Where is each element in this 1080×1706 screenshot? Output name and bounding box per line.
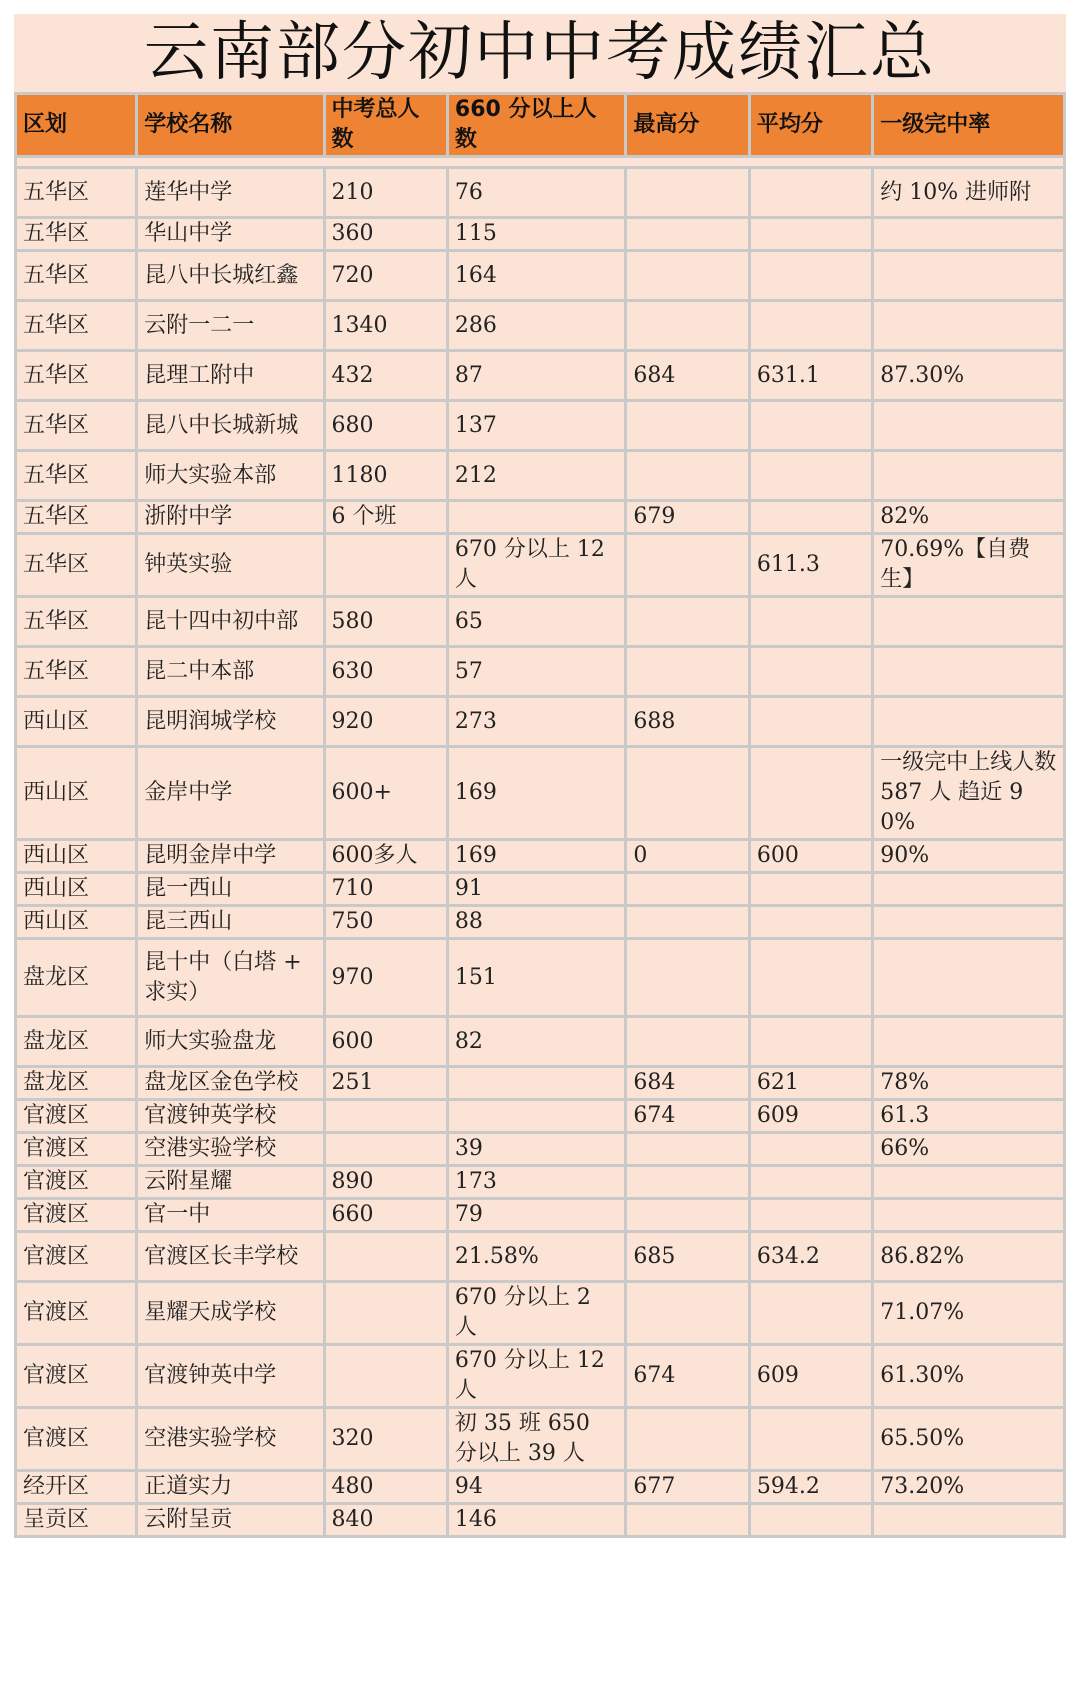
- cell-avg-score: 621: [749, 1067, 872, 1100]
- cell-max-score: 684: [626, 1067, 749, 1100]
- cell-rate: [873, 1504, 1065, 1537]
- cell-max-score: [626, 534, 749, 597]
- cell-total: 480: [324, 1471, 447, 1504]
- cell-school: 昆三西山: [137, 906, 324, 939]
- cell-rate: 61.3: [873, 1100, 1065, 1133]
- cell-max-score: [626, 1504, 749, 1537]
- table-row: [16, 647, 1065, 697]
- cell-total: 660: [324, 1199, 447, 1232]
- cell-max-score: 0: [626, 840, 749, 873]
- cell-rate: [873, 906, 1065, 939]
- table-row: [16, 401, 1065, 451]
- header-school: 学校名称: [137, 94, 324, 157]
- cell-max-score: 684: [626, 351, 749, 401]
- cell-max-score: [626, 1133, 749, 1166]
- cell-rate: [873, 401, 1065, 451]
- cell-district: 呈贡区: [16, 1504, 137, 1537]
- cell-avg-score: 631.1: [749, 351, 872, 401]
- cell-max-score: [626, 1408, 749, 1471]
- cell-over-660: 212: [447, 451, 626, 501]
- header-total: 中考总人数: [324, 94, 447, 157]
- cell-district: 官渡区: [16, 1199, 137, 1232]
- table-row: [16, 168, 1065, 218]
- cell-total: [324, 1345, 447, 1408]
- cell-school: 师大实验盘龙: [137, 1017, 324, 1067]
- cell-district: 五华区: [16, 168, 137, 218]
- cell-avg-score: [749, 747, 872, 840]
- cell-over-660: 82: [447, 1017, 626, 1067]
- cell-total: 750: [324, 906, 447, 939]
- cell-over-660: 169: [447, 840, 626, 873]
- cell-avg-score: [749, 1282, 872, 1345]
- table-row: [16, 873, 1065, 906]
- cell-rate: [873, 218, 1065, 251]
- cell-school: 师大实验本部: [137, 451, 324, 501]
- cell-school: 官渡钟英学校: [137, 1100, 324, 1133]
- cell-total: 360: [324, 218, 447, 251]
- cell-school: 浙附中学: [137, 501, 324, 534]
- cell-avg-score: [749, 301, 872, 351]
- table-row: [16, 597, 1065, 647]
- cell-over-660: 88: [447, 906, 626, 939]
- cell-over-660: 670 分以上 2 人: [447, 1282, 626, 1345]
- table-row: [16, 251, 1065, 301]
- cell-total: 680: [324, 401, 447, 451]
- cell-total: [324, 534, 447, 597]
- cell-rate: 86.82%: [873, 1232, 1065, 1282]
- table-row: [16, 534, 1065, 597]
- cell-avg-score: [749, 218, 872, 251]
- cell-over-660: 169: [447, 747, 626, 840]
- cell-rate: 66%: [873, 1133, 1065, 1166]
- cell-over-660: 76: [447, 168, 626, 218]
- cell-total: 920: [324, 697, 447, 747]
- cell-total: 970: [324, 939, 447, 1017]
- cell-rate: [873, 597, 1065, 647]
- cell-rate: [873, 251, 1065, 301]
- table-row: [16, 840, 1065, 873]
- table-row: [16, 1408, 1065, 1471]
- table-row: [16, 1199, 1065, 1232]
- table-row: [16, 939, 1065, 1017]
- cell-district: 五华区: [16, 401, 137, 451]
- cell-avg-score: [749, 501, 872, 534]
- cell-over-660: 65: [447, 597, 626, 647]
- cell-rate: [873, 873, 1065, 906]
- cell-district: 五华区: [16, 534, 137, 597]
- cell-total: [324, 1282, 447, 1345]
- cell-school: 昆明金岸中学: [137, 840, 324, 873]
- cell-district: 官渡区: [16, 1282, 137, 1345]
- cell-school: 华山中学: [137, 218, 324, 251]
- cell-district: 盘龙区: [16, 1017, 137, 1067]
- header-over-660: 660 分以上人数: [447, 94, 626, 157]
- spacer-row: [16, 157, 1065, 168]
- cell-school: 昆明润城学校: [137, 697, 324, 747]
- table-row: [16, 906, 1065, 939]
- cell-rate: 82%: [873, 501, 1065, 534]
- table-row: [16, 747, 1065, 840]
- cell-avg-score: [749, 647, 872, 697]
- cell-max-score: [626, 301, 749, 351]
- cell-over-660: 151: [447, 939, 626, 1017]
- cell-over-660: 91: [447, 873, 626, 906]
- cell-max-score: 685: [626, 1232, 749, 1282]
- cell-rate: [873, 1017, 1065, 1067]
- table-row: [16, 351, 1065, 401]
- cell-over-660: [447, 1100, 626, 1133]
- cell-over-660: [447, 501, 626, 534]
- cell-district: 五华区: [16, 501, 137, 534]
- cell-school: 云附星耀: [137, 1166, 324, 1199]
- cell-rate: [873, 1166, 1065, 1199]
- cell-total: 890: [324, 1166, 447, 1199]
- cell-school: 空港实验学校: [137, 1133, 324, 1166]
- cell-max-score: [626, 451, 749, 501]
- cell-school: 昆八中长城新城: [137, 401, 324, 451]
- cell-district: 官渡区: [16, 1408, 137, 1471]
- cell-school: 官渡钟英中学: [137, 1345, 324, 1408]
- title-band: [14, 14, 1066, 92]
- table-row: [16, 218, 1065, 251]
- header-row: [16, 94, 1065, 157]
- cell-school: 金岸中学: [137, 747, 324, 840]
- cell-rate: 61.30%: [873, 1345, 1065, 1408]
- cell-school: 官一中: [137, 1199, 324, 1232]
- cell-total: 6 个班: [324, 501, 447, 534]
- cell-over-660: 57: [447, 647, 626, 697]
- cell-max-score: [626, 906, 749, 939]
- cell-total: 600: [324, 1017, 447, 1067]
- scores-table: [14, 92, 1066, 1538]
- cell-school: 昆十四中初中部: [137, 597, 324, 647]
- cell-district: 官渡区: [16, 1100, 137, 1133]
- cell-school: 官渡区长丰学校: [137, 1232, 324, 1282]
- cell-district: 五华区: [16, 351, 137, 401]
- cell-total: 1340: [324, 301, 447, 351]
- cell-max-score: 677: [626, 1471, 749, 1504]
- cell-max-score: [626, 1017, 749, 1067]
- cell-school: 昆一西山: [137, 873, 324, 906]
- cell-total: 600多人: [324, 840, 447, 873]
- cell-total: [324, 1232, 447, 1282]
- cell-rate: [873, 451, 1065, 501]
- cell-total: 251: [324, 1067, 447, 1100]
- table-row: [16, 1232, 1065, 1282]
- cell-total: 630: [324, 647, 447, 697]
- table-row: [16, 1067, 1065, 1100]
- cell-max-score: [626, 168, 749, 218]
- cell-rate: 71.07%: [873, 1282, 1065, 1345]
- cell-school: 昆十中（白塔 + 求实）: [137, 939, 324, 1017]
- cell-max-score: [626, 1282, 749, 1345]
- cell-school: 云附一二一: [137, 301, 324, 351]
- cell-max-score: [626, 251, 749, 301]
- page-title: 云南部分初中中考成绩汇总: [144, 16, 936, 90]
- cell-rate: 90%: [873, 840, 1065, 873]
- cell-max-score: 688: [626, 697, 749, 747]
- cell-district: 五华区: [16, 251, 137, 301]
- cell-avg-score: [749, 1133, 872, 1166]
- cell-total: 840: [324, 1504, 447, 1537]
- cell-district: 官渡区: [16, 1232, 137, 1282]
- cell-district: 西山区: [16, 697, 137, 747]
- cell-school: 云附呈贡: [137, 1504, 324, 1537]
- cell-avg-score: 609: [749, 1345, 872, 1408]
- cell-avg-score: 634.2: [749, 1232, 872, 1282]
- cell-district: 西山区: [16, 840, 137, 873]
- cell-over-660: 273: [447, 697, 626, 747]
- cell-district: 官渡区: [16, 1345, 137, 1408]
- cell-rate: 70.69%【自费生】: [873, 534, 1065, 597]
- cell-over-660: 137: [447, 401, 626, 451]
- cell-rate: 87.30%: [873, 351, 1065, 401]
- cell-school: 莲华中学: [137, 168, 324, 218]
- cell-school: 星耀天成学校: [137, 1282, 324, 1345]
- cell-total: 600+: [324, 747, 447, 840]
- cell-rate: [873, 301, 1065, 351]
- cell-district: 盘龙区: [16, 1067, 137, 1100]
- cell-avg-score: [749, 451, 872, 501]
- cell-avg-score: [749, 401, 872, 451]
- cell-rate: 一级完中上线人数 587 人 趋近 90%: [873, 747, 1065, 840]
- cell-over-660: 115: [447, 218, 626, 251]
- header-district: 区划: [16, 94, 137, 157]
- cell-over-660: 87: [447, 351, 626, 401]
- cell-avg-score: 609: [749, 1100, 872, 1133]
- cell-avg-score: [749, 873, 872, 906]
- cell-max-score: [626, 597, 749, 647]
- table-row: [16, 451, 1065, 501]
- cell-over-660: 21.58%: [447, 1232, 626, 1282]
- cell-school: 盘龙区金色学校: [137, 1067, 324, 1100]
- cell-total: 720: [324, 251, 447, 301]
- cell-school: 正道实力: [137, 1471, 324, 1504]
- cell-total: [324, 1100, 447, 1133]
- cell-rate: 约 10% 进师附: [873, 168, 1065, 218]
- table-row: [16, 1345, 1065, 1408]
- cell-school: 钟英实验: [137, 534, 324, 597]
- table-row: [16, 697, 1065, 747]
- cell-over-660: 146: [447, 1504, 626, 1537]
- table-row: [16, 501, 1065, 534]
- cell-rate: [873, 939, 1065, 1017]
- cell-max-score: 679: [626, 501, 749, 534]
- cell-district: 西山区: [16, 906, 137, 939]
- cell-total: 210: [324, 168, 447, 218]
- cell-school: 昆二中本部: [137, 647, 324, 697]
- cell-over-660: 173: [447, 1166, 626, 1199]
- cell-rate: 78%: [873, 1067, 1065, 1100]
- table-row: [16, 1133, 1065, 1166]
- table-row: [16, 1282, 1065, 1345]
- table-row: [16, 1471, 1065, 1504]
- cell-district: 盘龙区: [16, 939, 137, 1017]
- cell-over-660: 670 分以上 12 人: [447, 534, 626, 597]
- header-avg-score: 平均分: [749, 94, 872, 157]
- cell-over-660: 39: [447, 1133, 626, 1166]
- cell-avg-score: [749, 168, 872, 218]
- table-row: [16, 1504, 1065, 1537]
- cell-avg-score: [749, 1408, 872, 1471]
- cell-avg-score: 594.2: [749, 1471, 872, 1504]
- cell-max-score: [626, 401, 749, 451]
- cell-avg-score: 611.3: [749, 534, 872, 597]
- cell-total: 710: [324, 873, 447, 906]
- cell-rate: [873, 647, 1065, 697]
- cell-max-score: 674: [626, 1345, 749, 1408]
- cell-over-660: 94: [447, 1471, 626, 1504]
- cell-school: 昆理工附中: [137, 351, 324, 401]
- cell-over-660: 164: [447, 251, 626, 301]
- cell-rate: 65.50%: [873, 1408, 1065, 1471]
- table-body: [16, 157, 1065, 1537]
- cell-avg-score: [749, 1199, 872, 1232]
- table-row: [16, 1017, 1065, 1067]
- cell-district: 五华区: [16, 647, 137, 697]
- cell-max-score: [626, 747, 749, 840]
- cell-school: 昆八中长城红鑫: [137, 251, 324, 301]
- cell-max-score: [626, 218, 749, 251]
- cell-avg-score: [749, 697, 872, 747]
- cell-over-660: [447, 1067, 626, 1100]
- cell-school: 空港实验学校: [137, 1408, 324, 1471]
- cell-rate: [873, 697, 1065, 747]
- cell-avg-score: [749, 251, 872, 301]
- cell-avg-score: [749, 597, 872, 647]
- cell-district: 经开区: [16, 1471, 137, 1504]
- cell-avg-score: [749, 906, 872, 939]
- cell-max-score: [626, 939, 749, 1017]
- cell-rate: 73.20%: [873, 1471, 1065, 1504]
- cell-over-660: 670 分以上 12 人: [447, 1345, 626, 1408]
- header-max-score: 最高分: [626, 94, 749, 157]
- cell-district: 西山区: [16, 747, 137, 840]
- cell-rate: [873, 1199, 1065, 1232]
- cell-avg-score: 600: [749, 840, 872, 873]
- table-row: [16, 1100, 1065, 1133]
- cell-over-660: 286: [447, 301, 626, 351]
- cell-over-660: 初 35 班 650 分以上 39 人: [447, 1408, 626, 1471]
- cell-avg-score: [749, 1166, 872, 1199]
- cell-max-score: [626, 1166, 749, 1199]
- cell-total: 432: [324, 351, 447, 401]
- cell-max-score: [626, 873, 749, 906]
- table-row: [16, 1166, 1065, 1199]
- cell-avg-score: [749, 1017, 872, 1067]
- cell-over-660: 79: [447, 1199, 626, 1232]
- cell-district: 五华区: [16, 451, 137, 501]
- cell-max-score: 674: [626, 1100, 749, 1133]
- cell-max-score: [626, 647, 749, 697]
- cell-total: [324, 1133, 447, 1166]
- cell-district: 五华区: [16, 301, 137, 351]
- cell-district: 官渡区: [16, 1133, 137, 1166]
- cell-district: 官渡区: [16, 1166, 137, 1199]
- header-rate: 一级完中率: [873, 94, 1065, 157]
- cell-total: 1180: [324, 451, 447, 501]
- cell-total: 320: [324, 1408, 447, 1471]
- table-row: [16, 301, 1065, 351]
- cell-total: 580: [324, 597, 447, 647]
- cell-avg-score: [749, 1504, 872, 1537]
- cell-max-score: [626, 1199, 749, 1232]
- cell-district: 五华区: [16, 218, 137, 251]
- cell-district: 五华区: [16, 597, 137, 647]
- cell-avg-score: [749, 939, 872, 1017]
- cell-district: 西山区: [16, 873, 137, 906]
